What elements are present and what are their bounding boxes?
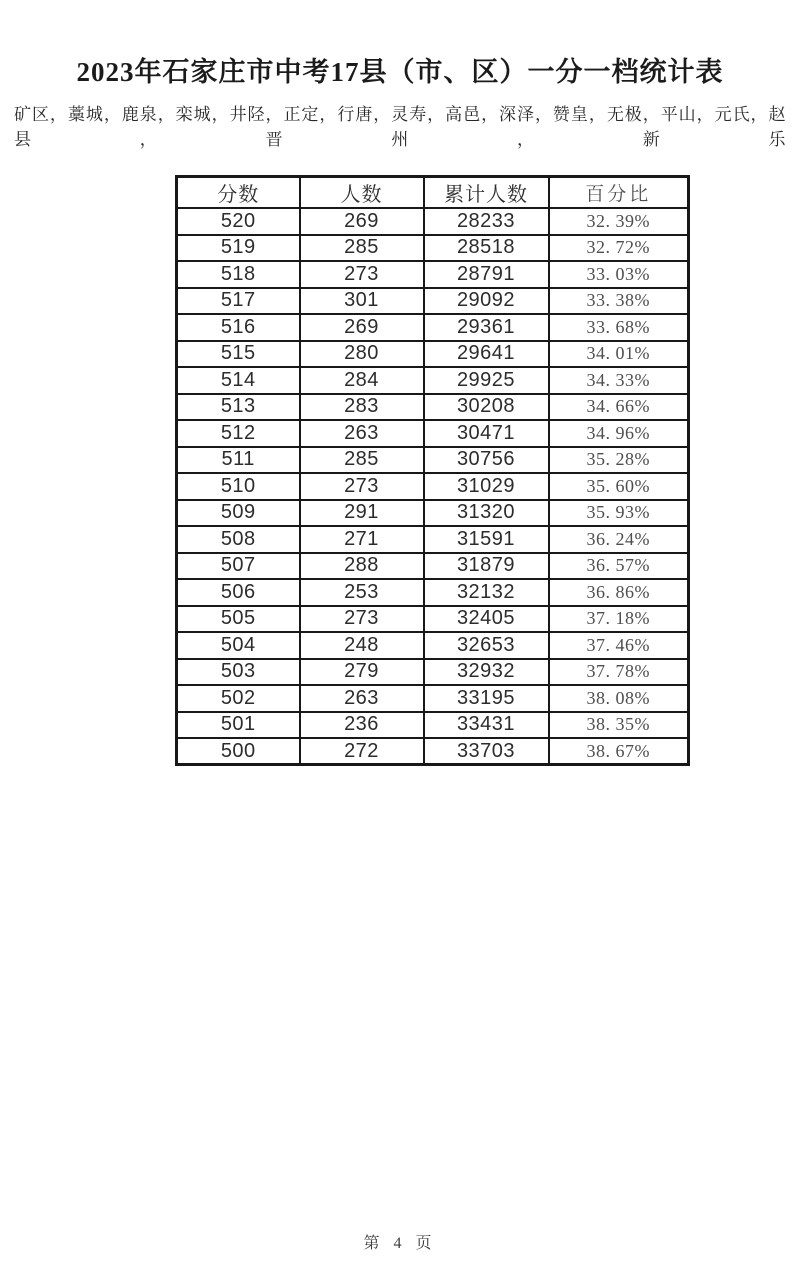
table-row xyxy=(177,394,689,421)
score-cell: 501 xyxy=(177,712,300,739)
count-cell: 273 xyxy=(300,261,424,288)
cumulative-cell: 29092 xyxy=(424,288,549,315)
count-cell: 271 xyxy=(300,526,424,553)
table-row xyxy=(177,261,689,288)
table-row xyxy=(177,659,689,686)
table-body xyxy=(177,208,689,765)
cumulative-cell: 29925 xyxy=(424,367,549,394)
count-cell: 280 xyxy=(300,341,424,368)
table-row xyxy=(177,447,689,474)
score-cell: 503 xyxy=(177,659,300,686)
table-row xyxy=(177,712,689,739)
cumulative-cell: 28518 xyxy=(424,235,549,262)
table-row xyxy=(177,606,689,633)
table-header-row xyxy=(177,177,689,209)
document-header xyxy=(0,0,800,150)
percent-cell: 36. 86% xyxy=(549,579,689,606)
count-cell: 263 xyxy=(300,420,424,447)
percent-cell: 36. 57% xyxy=(549,553,689,580)
count-cell: 248 xyxy=(300,632,424,659)
count-cell: 279 xyxy=(300,659,424,686)
table-row xyxy=(177,235,689,262)
count-cell: 283 xyxy=(300,394,424,421)
score-cell: 514 xyxy=(177,367,300,394)
table-row xyxy=(177,738,689,765)
table-row xyxy=(177,420,689,447)
percent-cell: 37. 78% xyxy=(549,659,689,686)
table-row xyxy=(177,367,689,394)
column-header-cumulative: 累计人数 xyxy=(424,177,549,209)
percent-cell: 33. 03% xyxy=(549,261,689,288)
page-number: 第 4 页 xyxy=(363,1235,437,1252)
cumulative-cell: 30208 xyxy=(424,394,549,421)
percent-cell: 34. 01% xyxy=(549,341,689,368)
cumulative-cell: 30756 xyxy=(424,447,549,474)
column-header-percentage: 百分比 xyxy=(549,177,689,209)
count-cell: 236 xyxy=(300,712,424,739)
cumulative-cell: 29361 xyxy=(424,314,549,341)
count-cell: 253 xyxy=(300,579,424,606)
table-row xyxy=(177,288,689,315)
table-row xyxy=(177,526,689,553)
page-footer xyxy=(0,1230,800,1253)
count-cell: 291 xyxy=(300,500,424,527)
percent-cell: 38. 35% xyxy=(549,712,689,739)
percent-cell: 38. 08% xyxy=(549,685,689,712)
score-cell: 509 xyxy=(177,500,300,527)
score-cell: 507 xyxy=(177,553,300,580)
percent-cell: 34. 66% xyxy=(549,394,689,421)
table-row xyxy=(177,314,689,341)
count-cell: 269 xyxy=(300,208,424,235)
cumulative-cell: 28791 xyxy=(424,261,549,288)
percent-cell: 35. 93% xyxy=(549,500,689,527)
cumulative-cell: 31591 xyxy=(424,526,549,553)
percent-cell: 33. 68% xyxy=(549,314,689,341)
score-cell: 504 xyxy=(177,632,300,659)
cumulative-cell: 32132 xyxy=(424,579,549,606)
count-cell: 284 xyxy=(300,367,424,394)
table-row xyxy=(177,500,689,527)
percent-cell: 34. 33% xyxy=(549,367,689,394)
cumulative-cell: 33431 xyxy=(424,712,549,739)
percent-cell: 32. 72% xyxy=(549,235,689,262)
score-cell: 516 xyxy=(177,314,300,341)
score-cell: 512 xyxy=(177,420,300,447)
table-header xyxy=(177,177,689,209)
count-cell: 273 xyxy=(300,606,424,633)
cumulative-cell: 32932 xyxy=(424,659,549,686)
count-cell: 269 xyxy=(300,314,424,341)
cumulative-cell: 31029 xyxy=(424,473,549,500)
cumulative-cell: 33703 xyxy=(424,738,549,765)
percent-cell: 38. 67% xyxy=(549,738,689,765)
table-row xyxy=(177,341,689,368)
count-cell: 285 xyxy=(300,447,424,474)
cumulative-cell: 29641 xyxy=(424,341,549,368)
table-row xyxy=(177,473,689,500)
score-cell: 515 xyxy=(177,341,300,368)
page-title: 2023年石家庄市中考17县（市、区）一分一档统计表 xyxy=(76,57,724,87)
cumulative-cell: 28233 xyxy=(424,208,549,235)
column-header-count: 人数 xyxy=(300,177,424,209)
table-row xyxy=(177,579,689,606)
table-row xyxy=(177,208,689,235)
cumulative-cell: 30471 xyxy=(424,420,549,447)
cumulative-cell: 32653 xyxy=(424,632,549,659)
percent-cell: 35. 60% xyxy=(549,473,689,500)
score-cell: 502 xyxy=(177,685,300,712)
page-subtitle: 矿区，藁城，鹿泉，栾城，井陉，正定，行唐，灵寿，高邑，深泽，赞皇，无极，平山，元氏，赵县，晋州，新乐 xyxy=(14,105,786,149)
percent-cell: 32. 39% xyxy=(549,208,689,235)
column-header-score: 分数 xyxy=(177,177,300,209)
percent-cell: 33. 38% xyxy=(549,288,689,315)
table-row xyxy=(177,553,689,580)
score-distribution-table xyxy=(175,175,690,766)
score-cell: 505 xyxy=(177,606,300,633)
percent-cell: 36. 24% xyxy=(549,526,689,553)
score-cell: 511 xyxy=(177,447,300,474)
count-cell: 285 xyxy=(300,235,424,262)
cumulative-cell: 31879 xyxy=(424,553,549,580)
score-cell: 510 xyxy=(177,473,300,500)
score-cell: 508 xyxy=(177,526,300,553)
cumulative-cell: 33195 xyxy=(424,685,549,712)
count-cell: 288 xyxy=(300,553,424,580)
table-row xyxy=(177,632,689,659)
score-cell: 518 xyxy=(177,261,300,288)
cumulative-cell: 32405 xyxy=(424,606,549,633)
percent-cell: 35. 28% xyxy=(549,447,689,474)
score-cell: 506 xyxy=(177,579,300,606)
score-cell: 520 xyxy=(177,208,300,235)
cumulative-cell: 31320 xyxy=(424,500,549,527)
count-cell: 272 xyxy=(300,738,424,765)
percent-cell: 37. 18% xyxy=(549,606,689,633)
score-cell: 519 xyxy=(177,235,300,262)
percent-cell: 37. 46% xyxy=(549,632,689,659)
score-cell: 517 xyxy=(177,288,300,315)
percent-cell: 34. 96% xyxy=(549,420,689,447)
score-cell: 513 xyxy=(177,394,300,421)
score-cell: 500 xyxy=(177,738,300,765)
table-row xyxy=(177,685,689,712)
count-cell: 273 xyxy=(300,473,424,500)
count-cell: 301 xyxy=(300,288,424,315)
count-cell: 263 xyxy=(300,685,424,712)
